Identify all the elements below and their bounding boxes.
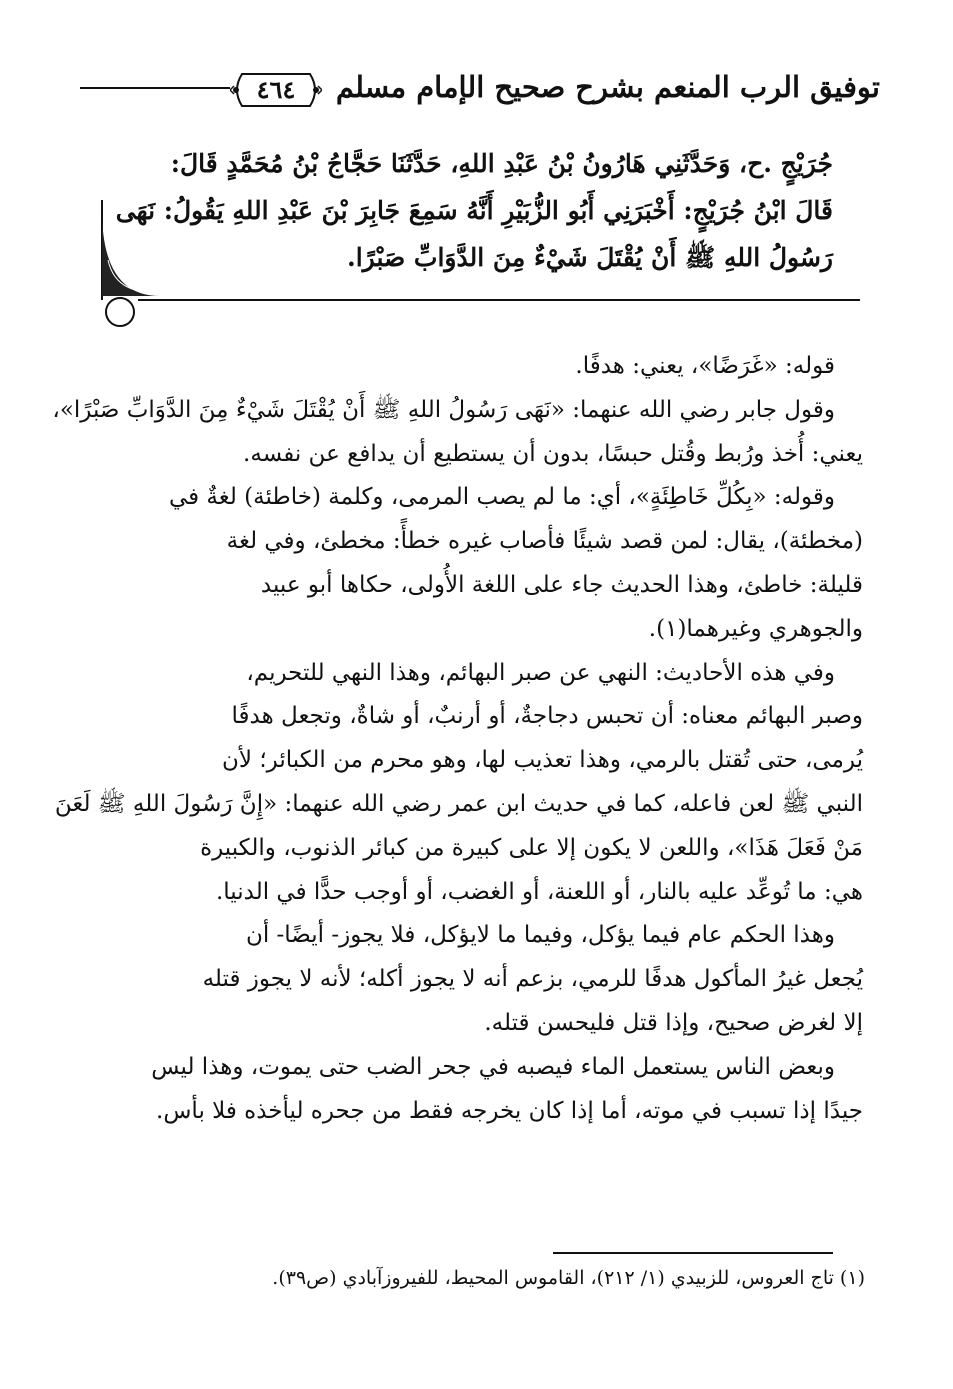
page-number: ٤٦٤ <box>256 75 296 104</box>
text-line: وبعض الناس يستعمل الماء فيصبه في جحر الضب حتى يموت، وهذا ليس <box>151 1053 835 1080</box>
text-line: هي: ما تُوعِّد عليه بالنار، أو اللعنة، أو الغضب، أو أوجب حدًّا في الدنيا. <box>215 878 863 905</box>
paragraph <box>83 1046 863 1134</box>
paragraph <box>83 914 863 1045</box>
hadith-line: قَالَ ابْنُ جُرَيْجٍ: أَخْبَرَنِي أَبُو الزُّبَيْرِ أَنَّهُ سَمِعَ جَابِرَ بْنَ عَبْدِ اللهِ يَقُولُ: نَهَى <box>115 196 833 225</box>
text-line: إلا لغرض صحيح، وإذا قتل فليحسن قتله. <box>484 1009 863 1036</box>
hadith-line: جُرَيْجٍ .ح، وَحَدَّثَنِي هَارُونُ بْنُ عَبْدِ اللهِ، حَدَّثَنَا حَجَّاجُ بْنُ مُحَمَّدٍ قَالَ: <box>170 149 833 178</box>
text-line: يُجعل غيرُ المأكول هدفًا للرمي، بزعم أنه لا يجوز أكله؛ لأنه لا يجوز قتله <box>202 966 863 993</box>
paragraph <box>54 652 863 915</box>
text-line: والجوهري وغيرهما(١). <box>648 615 863 642</box>
text-line: يُرمى، حتى تُقتل بالرمي، وهذا تعذيب لها، وهو محرم من الكبائر؛ لأن <box>222 747 863 774</box>
text-line: (مخطئة)، يقال: لمن قصد شيئًا فأصاب غيره خطأً: مخطئ، وفي لغة <box>226 528 863 555</box>
text-line: النبي ﷺ لعن فاعله، كما في حديث ابن عمر رضي الله عنهما: «إِنَّ رَسُولَ اللهِ ﷺ لَعَنَ <box>54 790 863 817</box>
text-line: وصبر البهائم معناه: أن تحبس دجاجةٌ، أو أرنبٌ، أو شاةٌ، وتجعل هدفًا <box>231 703 863 730</box>
text-line: وقول جابر رضي الله عنهما: «نَهَى رَسُولُ اللهِ ﷺ أَنْ يُقْتَلَ شَيْءٌ مِنَ الدَّوَابِّ صَبْرًا»، <box>52 396 835 423</box>
paragraph <box>83 345 863 389</box>
header-rule <box>80 87 230 89</box>
text-line: وفي هذه الأحاديث: النهي عن صبر البهائم، وهذا النهي للتحريم، <box>246 659 835 686</box>
text-line: جيدًا إذا تسبب في موته، أما إذا كان يخرجه فقط من جحره ليأخذه فلا بأس. <box>156 1097 863 1124</box>
paragraph <box>52 389 863 477</box>
commentary-text <box>52 345 863 1133</box>
text-line: قوله: «غَرَضًا»، يعني: هدفًا. <box>575 353 835 379</box>
text-line: وقوله: «بِكُلِّ خَاطِئَةٍ»، أي: ما لم يصب المرمى، وكلمة (خاطئة) لغةٌ في <box>168 484 835 511</box>
text-line: مَنْ فَعَلَ هَذَا»، واللعن لا يكون إلا على كبيرة من كبائر الذنوب، والكبيرة <box>200 834 863 861</box>
hadith-line: رَسُولُ اللهِ ﷺ أَنْ يُقْتَلَ شَيْءٌ مِنَ الدَّوَابِّ صَبْرًا. <box>347 243 833 272</box>
paragraph <box>83 476 863 651</box>
book-title: توفيق الرب المنعم بشرح صحيح الإمام مسلم <box>335 70 880 104</box>
text-line: يعني: أُخذ ورُبط وقُتل حبسًا، بدون أن يستطيع أن يدافع عن نفسه. <box>243 440 863 467</box>
page-header <box>80 62 880 122</box>
footnote-rule <box>553 1252 833 1254</box>
corner-ornament-icon <box>100 200 860 330</box>
page-number-badge <box>230 72 322 108</box>
text-line: قليلة: خاطئ، وهذا الحديث جاء على اللغة الأُولى، حكاها أبو عبيد <box>260 571 863 598</box>
footnote: (١) تاج العروس، للزبيدي (١/ ٢١٢)، القاموس المحيط، للفيروزآبادي (ص٣٩). <box>272 1267 865 1289</box>
text-line: وهذا الحكم عام فيما يؤكل، وفيما ما لايؤكل، فلا يجوز- أيضًا- أن <box>245 922 835 949</box>
